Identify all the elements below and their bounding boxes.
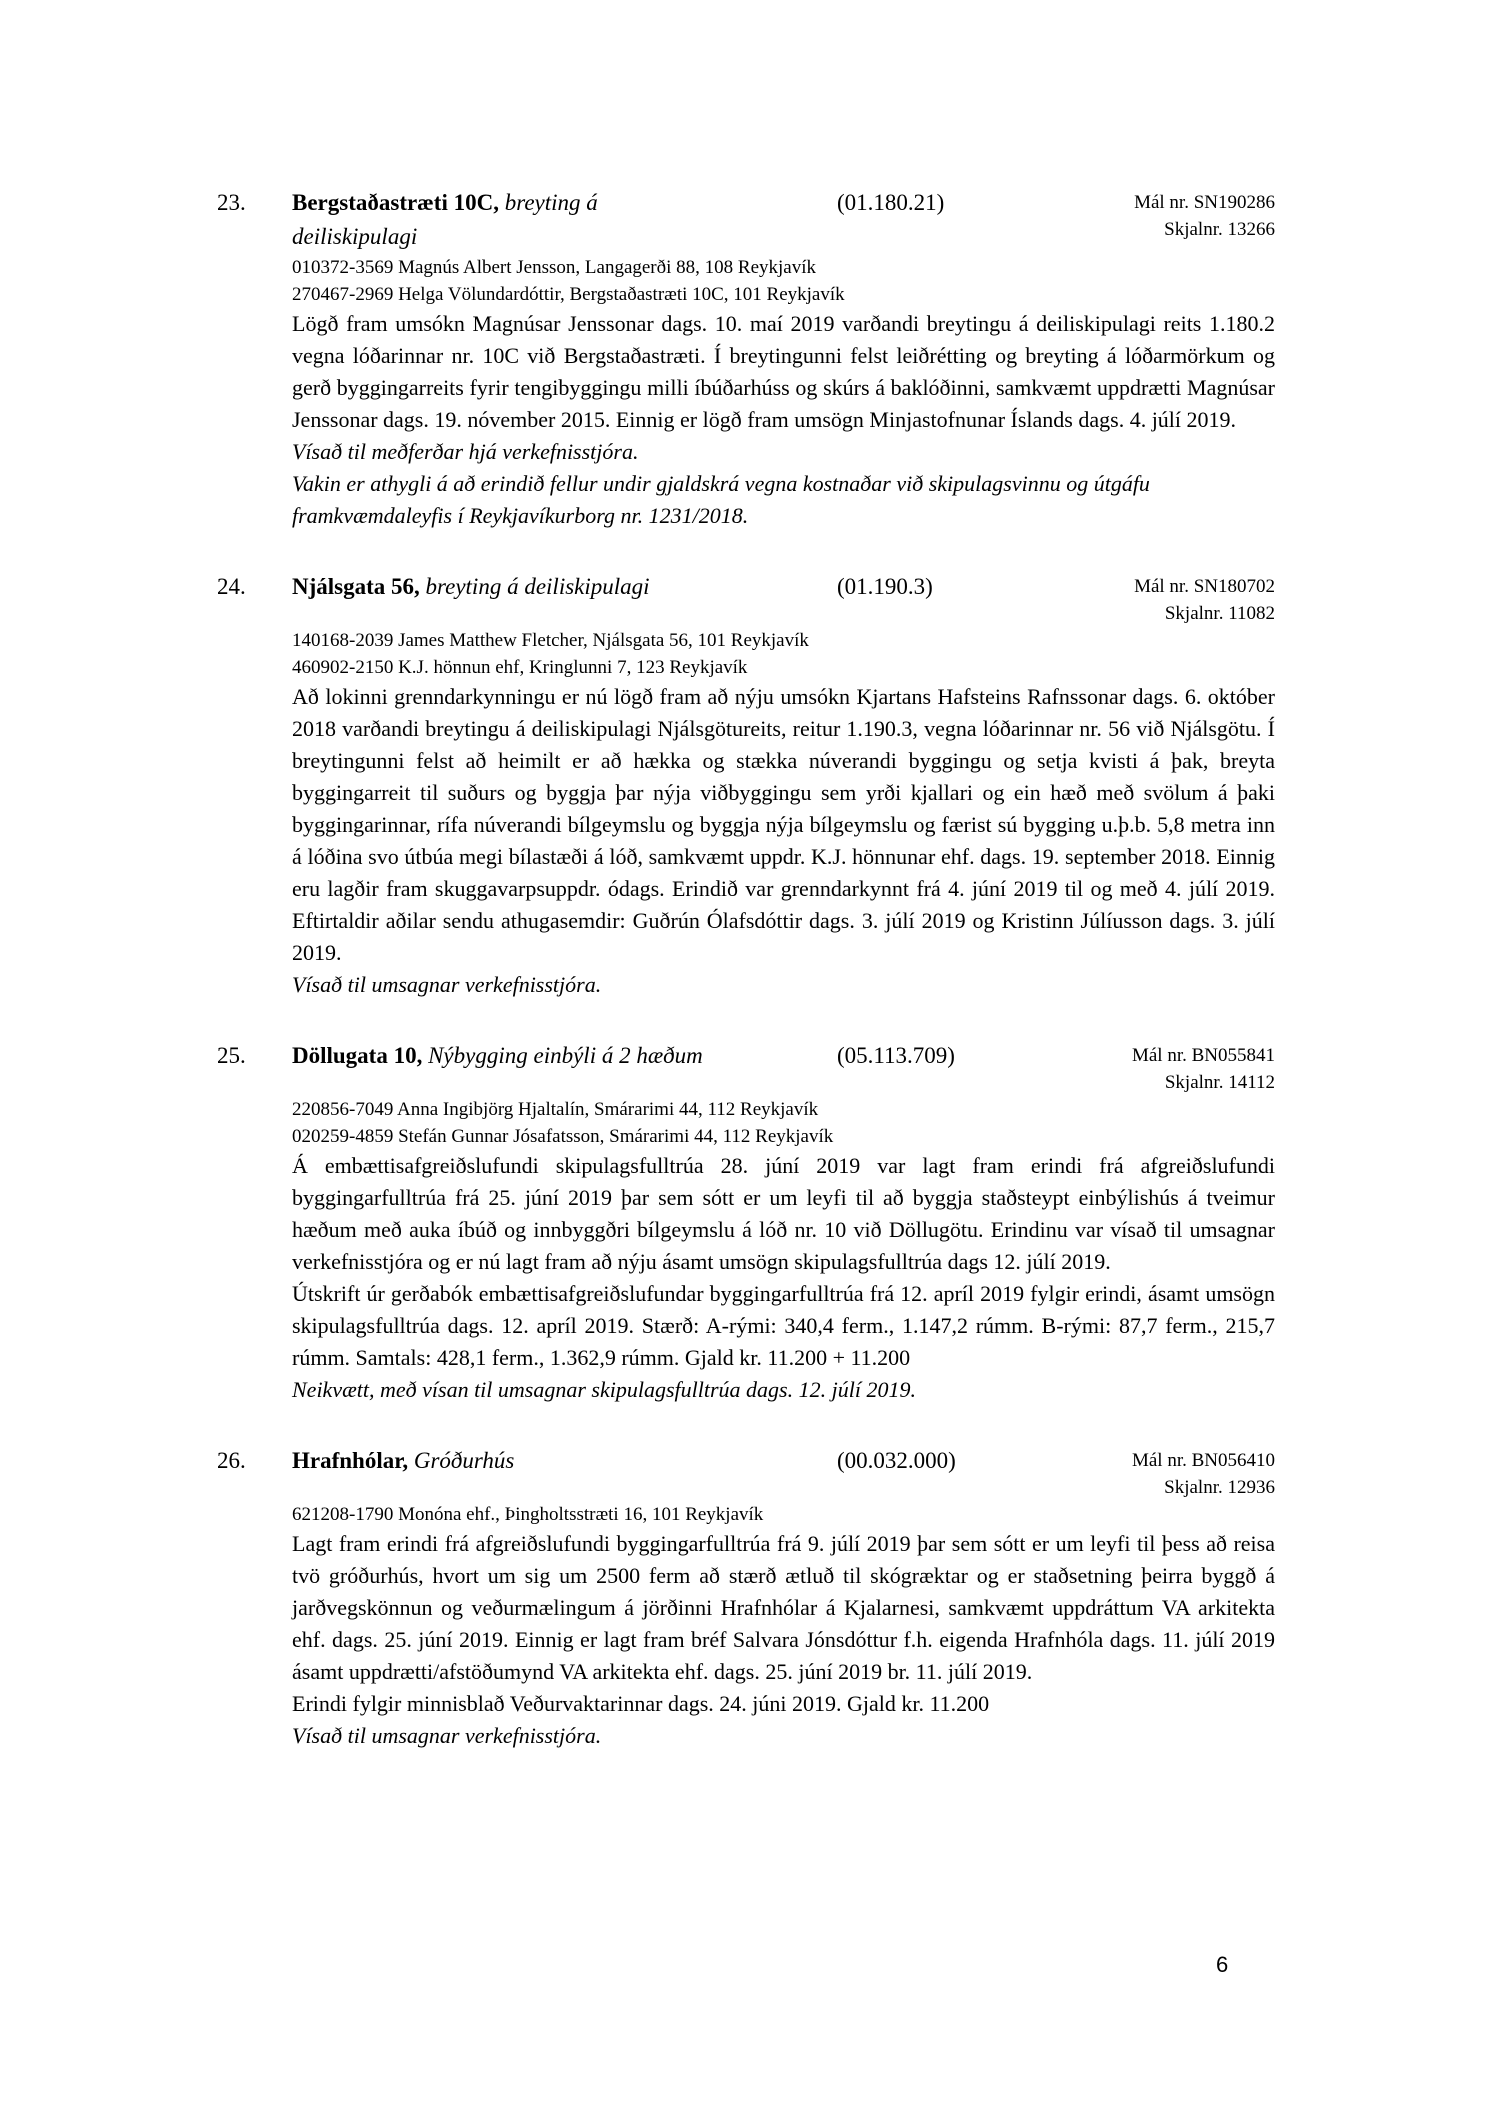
item-header bbox=[217, 1039, 1275, 1096]
decision-text: Vísað til umsagnar verkefnisstjóra. bbox=[292, 972, 602, 997]
decision-text: Vakin er athygli á að erindið fellur undir gjaldskrá vegna kostnaðar við skipulagsvinnu og útgáfu framkvæmdaleyfis í Reykjavíkurborg nr. 1231/2018. bbox=[292, 471, 1150, 528]
party-line: 460902-2150 K.J. hönnun ehf, Kringlunni 7, 123 Reykjavík bbox=[292, 657, 748, 678]
item-paragraph: Lagt fram erindi frá afgreiðslufundi byggingarfulltrúa frá 9. júlí 2019 þar sem sótt er um leyfi til þess að reisa tvö gróðurhús, hvort um sig um 2500 ferm að stærð ætluð til skógræktar og er staðsetning þeirra byggð á jarðvegskönnun og veðurmælingum á jörðinni Hrafnhólar á Kjalarnesi, samkvæmt uppdráttum VA arkitekta ehf. dags. 25. júní 2019. Einnig er lagt fram bréf Salvara Jónsdóttur f.h. eigenda Hrafnhóla dags. 11. júlí 2019 ásamt uppdrætti/afstöðumynd VA arkitekta ehf. dags. 25. júní 2019 br. 11. júlí 2019. bbox=[292, 1531, 1275, 1684]
decision-text: Neikvætt, með vísan til umsagnar skipulagsfulltrúa dags. 12. júlí 2019. bbox=[292, 1377, 916, 1402]
item-area-code: (00.032.000) bbox=[837, 1448, 956, 1473]
item-number: 24. bbox=[217, 574, 246, 599]
item-header bbox=[217, 1444, 1275, 1501]
document-number: Skjalnr. 14112 bbox=[1164, 1072, 1275, 1093]
party-line: 020259-4859 Stefán Gunnar Jósafatsson, Smárarimi 44, 112 Reykjavík bbox=[292, 1126, 834, 1147]
case-number: Mál nr. BN055841 bbox=[1131, 1045, 1275, 1066]
item-area-code: (01.180.21) bbox=[837, 190, 945, 215]
item-paragraph: Að lokinni grenndarkynningu er nú lögð fram að nýju umsókn Kjartans Hafsteins Rafnssonar dags. 6. október 2018 varðandi breytingu á deiliskipulagi Njálsgötureits, reitur 1.190.3, vegna lóðarinnar nr. 56 við Njálsgötu. Í breytingunni felst að heimilt er að hækka og stækka núverandi byggingu og setja kvisti á þak, breyta byggingarreit til suðurs og byggja þar nýja viðbyggingu sem yrði kjallari og ein hæð með svölum á þaki byggingarinnar, rífa núverandi bílgeymslu og byggja nýja bílgeymslu og færist sú bygging u.þ.b. 5,8 metra inn á lóðina svo útbúa megi bílastæði á lóð, samkvæmt uppdr. K.J. hönnunar ehf. dags. 19. september 2018. Einnig eru lagðir fram skuggavarpsuppdr. ódags. Erindið var grenndarkynnt frá 4. júní 2019 til og með 4. júlí 2019. Eftirtaldir aðilar sendu athugasemdir: Guðrún Ólafsdóttir dags. 3. júlí 2019 og Kristinn Júlíusson dags. 3. júlí 2019. bbox=[292, 684, 1275, 965]
item-title bbox=[292, 186, 812, 254]
item-subject-line2: deiliskipulagi bbox=[292, 224, 418, 249]
item-address: Bergstaðastræti 10C, bbox=[292, 190, 499, 215]
item-subject: breyting á deiliskipulagi bbox=[425, 574, 650, 599]
item-title bbox=[292, 1039, 812, 1073]
party-line: 270467-2969 Helga Völundardóttir, Bergstaðastræti 10C, 101 Reykjavík bbox=[292, 284, 845, 305]
document-number: Skjalnr. 11082 bbox=[1164, 603, 1275, 624]
item-subject: Gróðurhús bbox=[413, 1448, 515, 1473]
decision-text: Vísað til meðferðar hjá verkefnisstjóra. bbox=[292, 439, 639, 464]
item-title bbox=[292, 570, 812, 604]
item-area-code: (05.113.709) bbox=[837, 1043, 955, 1068]
item-subject: breyting á bbox=[504, 190, 598, 215]
party-line: 621208-1790 Monóna ehf., Þingholtsstræti 16, 101 Reykjavík bbox=[292, 1504, 764, 1525]
item-paragraph: Lögð fram umsókn Magnúsar Jenssonar dags. 10. maí 2019 varðandi breytingu á deiliskipulagi reits 1.180.2 vegna lóðarinnar nr. 10C við Bergstaðastræti. Í breytingunni felst leiðrétting og breyting á lóðarmörkum og gerð byggingarreits fyrir tengibyggingu milli íbúðarhúss og skúrs á baklóðinni, samkvæmt uppdrætti Magnúsar Jenssonar dags. 19. nóvember 2015. Einnig er lögð fram umsögn Minjastofnunar Íslands dags. 4. júlí 2019. bbox=[292, 311, 1275, 432]
item-number: 25. bbox=[217, 1043, 246, 1068]
document-number: Skjalnr. 12936 bbox=[1164, 1477, 1275, 1498]
agenda-item bbox=[217, 1039, 1275, 1406]
item-address: Döllugata 10, bbox=[292, 1043, 423, 1068]
agenda-item bbox=[217, 570, 1275, 1001]
item-header bbox=[217, 186, 1275, 254]
item-address: Hrafnhólar, bbox=[292, 1448, 409, 1473]
item-number: 26. bbox=[217, 1448, 246, 1473]
item-address: Njálsgata 56, bbox=[292, 574, 420, 599]
item-paragraph: Á embættisafgreiðslufundi skipulagsfulltrúa 28. júní 2019 var lagt fram erindi frá afgreiðslufundi byggingarfulltrúa frá 25. júní 2019 þar sem sótt er um leyfi til að byggja staðsteypt einbýlishús á tveimur hæðum með auka íbúð og innbyggðri bílgeymslu á lóð nr. 10 við Döllugötu. Erindinu var vísað til umsagnar verkefnisstjóra og er nú lagt fram að nýju ásamt umsögn skipulagsfulltrúa dags 12. júlí 2019. bbox=[292, 1153, 1275, 1274]
item-refs bbox=[987, 186, 1275, 243]
item-subject: Nýbygging einbýli á 2 hæðum bbox=[428, 1043, 703, 1068]
item-title bbox=[292, 1444, 812, 1478]
document-number: Skjalnr. 13266 bbox=[1164, 219, 1275, 240]
item-paragraph: Erindi fylgir minnisblað Veðurvaktarinnar dags. 24. júni 2019. Gjald kr. 11.200 bbox=[292, 1691, 990, 1716]
agenda-items bbox=[217, 186, 1275, 1790]
page-number: 6 bbox=[1216, 1952, 1229, 1977]
item-header bbox=[217, 570, 1275, 627]
item-paragraph: Útskrift úr gerðabók embættisafgreiðslufundar byggingarfulltrúa frá 12. apríl 2019 fylgir erindi, ásamt umsögn skipulagsfulltrúa dags. 12. apríl 2019. Stærð: A-rými: 340,4 ferm., 1.147,2 rúmm. B-rými: 87,7 ferm., 215,7 rúmm. Samtals: 428,1 ferm., 1.362,9 rúmm. Gjald kr. 11.200 + 11.200 bbox=[292, 1281, 1275, 1370]
party-line: 220856-7049 Anna Ingibjörg Hjaltalín, Smárarimi 44, 112 Reykjavík bbox=[292, 1099, 819, 1120]
agenda-item bbox=[217, 186, 1275, 532]
item-refs bbox=[987, 1039, 1275, 1096]
item-area-code: (01.190.3) bbox=[837, 574, 933, 599]
item-refs bbox=[987, 1444, 1275, 1501]
party-line: 010372-3569 Magnús Albert Jensson, Langagerði 88, 108 Reykjavík bbox=[292, 257, 817, 278]
case-number: Mál nr. SN190286 bbox=[1134, 192, 1275, 213]
item-number: 23. bbox=[217, 190, 246, 215]
item-refs bbox=[987, 570, 1275, 627]
decision-text: Vísað til umsagnar verkefnisstjóra. bbox=[292, 1723, 602, 1748]
case-number: Mál nr. SN180702 bbox=[1134, 576, 1275, 597]
party-line: 140168-2039 James Matthew Fletcher, Njálsgata 56, 101 Reykjavík bbox=[292, 630, 809, 651]
agenda-item bbox=[217, 1444, 1275, 1752]
case-number: Mál nr. BN056410 bbox=[1131, 1450, 1275, 1471]
